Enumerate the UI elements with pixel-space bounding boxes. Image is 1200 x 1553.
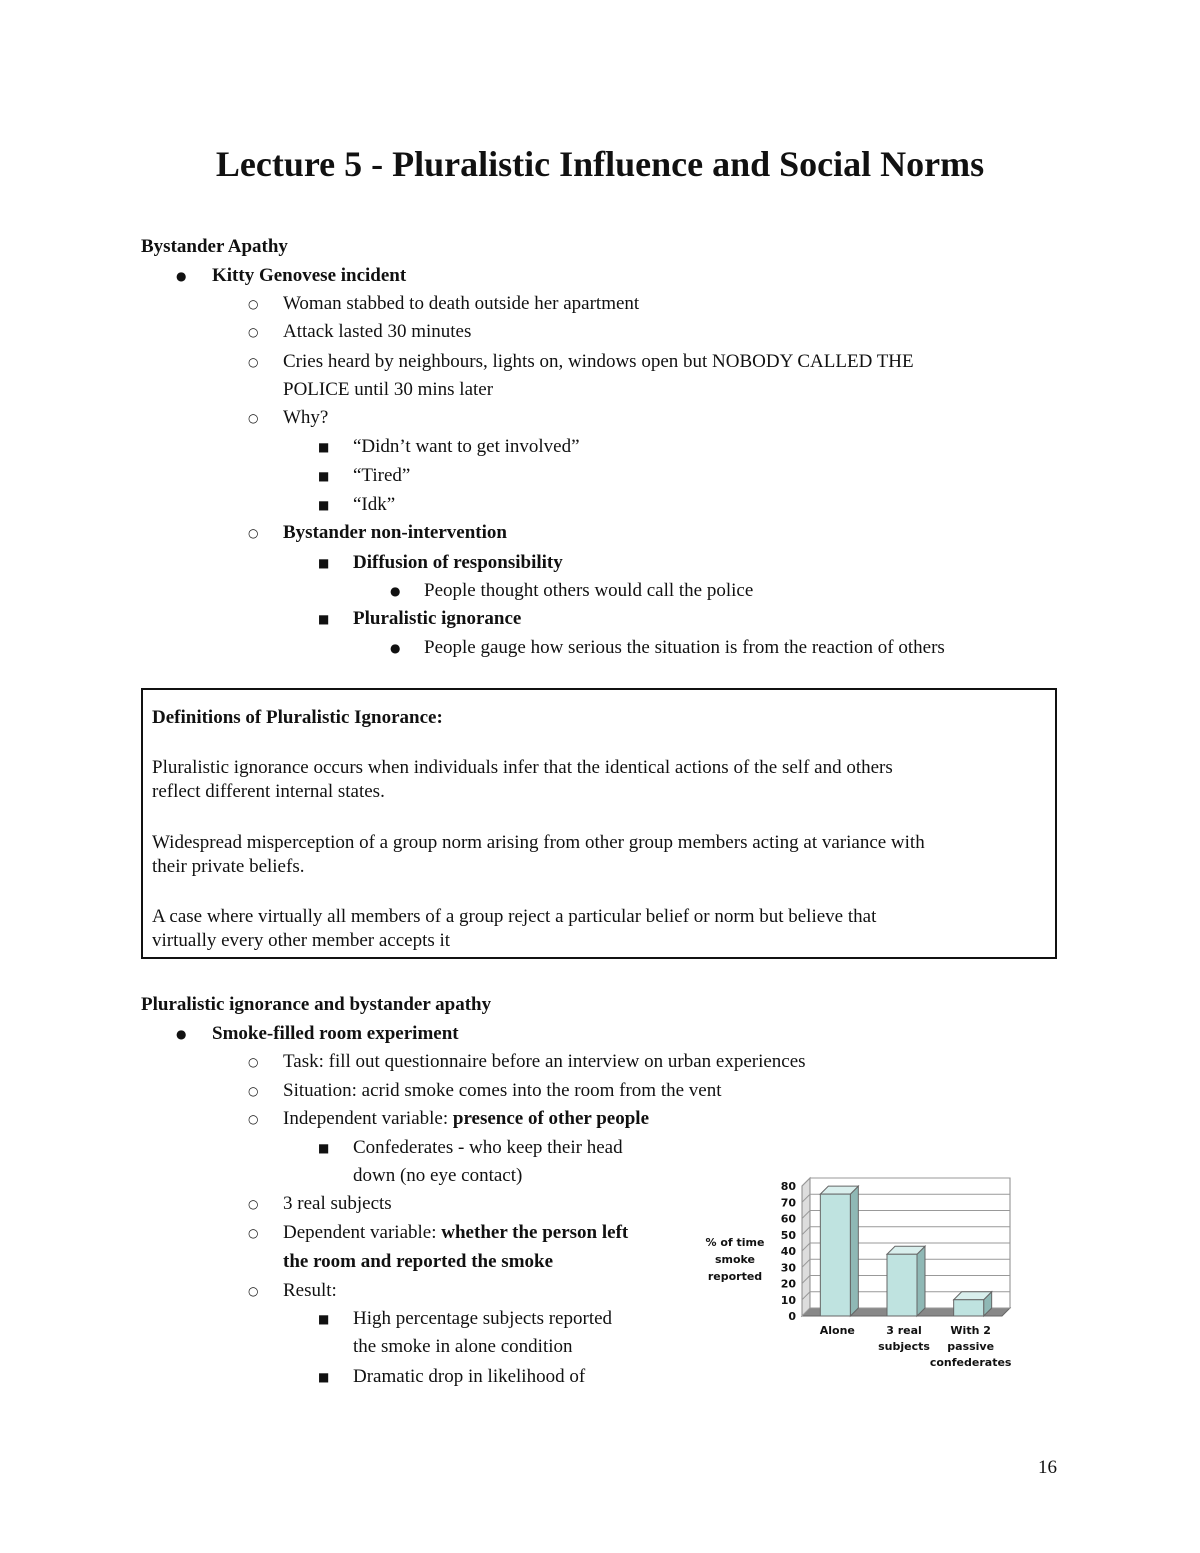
- dv-prefix: Dependent variable:: [283, 1222, 442, 1243]
- list-item: People thought others would call the police: [424, 580, 754, 601]
- bullet-disc-icon: ●: [176, 1027, 187, 1041]
- bullet-square-icon: ■: [318, 1312, 330, 1326]
- y-tick-label: 0: [788, 1310, 796, 1323]
- bullet-disc-icon: ●: [390, 641, 401, 655]
- diffusion-label: Diffusion of responsibility: [353, 552, 563, 573]
- bar: [887, 1254, 917, 1316]
- list-item-continued: the smoke in alone condition: [353, 1336, 573, 1357]
- definition-text: Pluralistic ignorance occurs when individuals infer that the identical actions of the self and others: [152, 757, 893, 778]
- bar-chart: [700, 1170, 1020, 1370]
- list-item: 3 real subjects: [283, 1193, 392, 1214]
- bullet-square-icon: ■: [318, 440, 330, 454]
- bullet-circle-icon: ○: [248, 355, 259, 369]
- bystander-nonintervention-label: Bystander non-intervention: [283, 522, 507, 543]
- iv-bold: presence of other people: [452, 1108, 649, 1129]
- definition-text: virtually every other member accepts it: [152, 930, 451, 951]
- x-tick-label: Alone: [819, 1324, 855, 1337]
- bullet-circle-icon: ○: [248, 1284, 259, 1298]
- definition-text: Widespread misperception of a group norm arising from other group members acting at variance with: [152, 832, 925, 853]
- definitions-heading: Definitions of Pluralistic Ignorance:: [152, 707, 443, 728]
- list-item-continued: POLICE until 30 mins later: [283, 379, 494, 400]
- list-item: People gauge how serious the situation is from the reaction of others: [424, 637, 945, 658]
- bullet-circle-icon: ○: [248, 325, 259, 339]
- bullet-square-icon: ■: [318, 1141, 330, 1155]
- iv-prefix: Independent variable:: [283, 1108, 453, 1129]
- y-axis-label: smoke: [714, 1253, 756, 1266]
- y-tick-label: 60: [780, 1212, 796, 1226]
- list-item: Woman stabbed to death outside her apartment: [283, 293, 640, 314]
- list-item: Situation: acrid smoke comes into the room from the vent: [283, 1080, 722, 1101]
- y-tick-label: 80: [780, 1180, 796, 1193]
- bullet-circle-icon: ○: [248, 526, 259, 540]
- list-item: Result:: [283, 1280, 337, 1301]
- smoke-experiment-label: Smoke-filled room experiment: [212, 1023, 459, 1044]
- x-tick-label: confederates: [929, 1356, 1012, 1369]
- y-axis-label: % of time: [705, 1236, 765, 1249]
- page-number: 16: [1038, 1457, 1057, 1478]
- y-tick-label: 20: [780, 1277, 796, 1291]
- y-tick-label: 40: [780, 1245, 796, 1258]
- bullet-circle-icon: ○: [248, 1197, 259, 1211]
- bullet-circle-icon: ○: [248, 1226, 259, 1240]
- bullet-square-icon: ■: [318, 469, 330, 483]
- dv-bold: whether the person left: [441, 1222, 629, 1243]
- list-item: High percentage subjects reported: [353, 1308, 613, 1329]
- y-tick-label: 70: [780, 1196, 796, 1210]
- page-title: Lecture 5 - Pluralistic Influence and Social Norms: [215, 144, 985, 184]
- bullet-circle-icon: ○: [248, 1112, 259, 1126]
- pluralistic-ignorance-label: Pluralistic ignorance: [353, 608, 522, 629]
- kitty-genovese-label: Kitty Genovese incident: [212, 265, 407, 286]
- bullet-square-icon: ■: [318, 612, 330, 626]
- list-item: Cries heard by neighbours, lights on, windows open but NOBODY CALLED THE: [283, 351, 914, 372]
- definition-text: A case where virtually all members of a group reject a particular belief or norm but believe that: [152, 906, 877, 927]
- bar: [954, 1300, 984, 1316]
- definitions-box: [141, 688, 1057, 959]
- y-axis-label: reported: [707, 1270, 763, 1283]
- y-tick-label: 30: [780, 1261, 796, 1275]
- bullet-circle-icon: ○: [248, 1084, 259, 1098]
- bullet-square-icon: ■: [318, 1370, 330, 1384]
- list-item: “Tired”: [353, 465, 411, 486]
- bullet-disc-icon: ●: [390, 584, 401, 598]
- definition-text: reflect different internal states.: [152, 781, 385, 802]
- section-heading-pluralistic-ignorance: Pluralistic ignorance and bystander apathy: [141, 994, 492, 1015]
- x-tick-label: 3 real: [886, 1324, 922, 1337]
- y-tick-label: 50: [780, 1228, 796, 1242]
- list-item: Task: fill out questionnaire before an interview on urban experiences: [283, 1051, 806, 1072]
- bullet-disc-icon: ●: [176, 269, 187, 283]
- bullet-square-icon: ■: [318, 556, 330, 570]
- list-item: “Idk”: [353, 494, 396, 515]
- bullet-circle-icon: ○: [248, 297, 259, 311]
- list-item: [283, 1107, 649, 1131]
- section-heading-bystander-apathy: Bystander Apathy: [141, 236, 288, 257]
- list-item: [283, 1221, 628, 1245]
- list-item: Attack lasted 30 minutes: [283, 321, 472, 342]
- bullet-circle-icon: ○: [248, 1055, 259, 1069]
- list-item: Why?: [283, 407, 329, 428]
- list-item-continued: down (no eye contact): [353, 1165, 523, 1186]
- list-item: “Didn’t want to get involved”: [353, 436, 580, 457]
- bullet-square-icon: ■: [318, 498, 330, 512]
- bar-side: [917, 1246, 925, 1316]
- y-tick-label: 10: [780, 1293, 796, 1307]
- definition-text: their private beliefs.: [152, 856, 305, 877]
- list-item-continued: the room and reported the smoke: [283, 1251, 554, 1272]
- bullet-circle-icon: ○: [248, 411, 259, 425]
- bar: [820, 1194, 850, 1316]
- x-tick-label: With 2: [950, 1324, 991, 1337]
- list-item: Dramatic drop in likelihood of: [353, 1366, 586, 1387]
- list-item: Confederates - who keep their head: [353, 1137, 623, 1158]
- bar-side: [850, 1186, 858, 1316]
- x-tick-label: passive: [947, 1340, 995, 1353]
- x-tick-label: subjects: [878, 1340, 930, 1353]
